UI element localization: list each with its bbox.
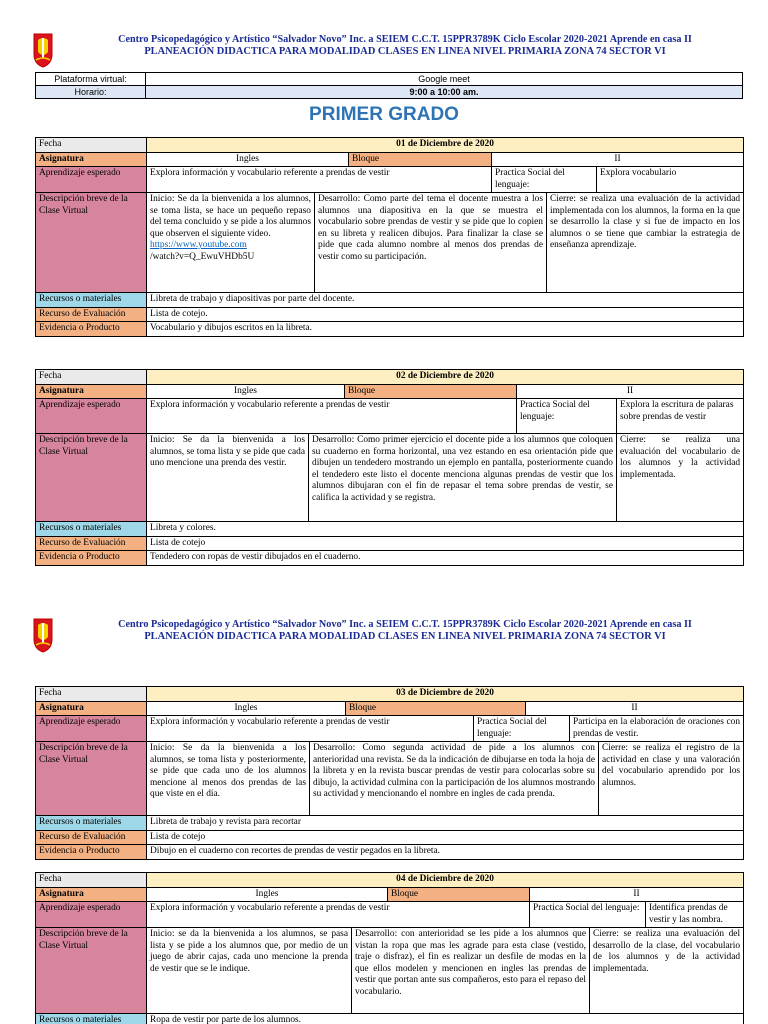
subject-row (36, 701, 744, 716)
aprendizaje-label: Aprendizaje esperado (36, 167, 147, 193)
evidence-row (36, 322, 744, 337)
resources-value: Libreta y colores. (147, 522, 744, 537)
eval-value: Lista de cotejo. (147, 307, 744, 322)
description-row (36, 434, 744, 522)
fecha-label: Fecha (36, 138, 147, 153)
plan-date: 01 de Diciembre de 2020 (147, 138, 744, 153)
inicio-text: Inicio: se da la bienvenida a los alumnos, se pasa lista y se pide a los alumnos que, por medio de un juego de abrir cajas, cada uno mencione la prenda de vestir que se le indique. (147, 928, 352, 1014)
plan-table-4 (35, 872, 744, 1024)
plan-date: 04 de Diciembre de 2020 (147, 873, 744, 888)
subject-value: Ingles (147, 152, 349, 167)
school-header-2 (30, 615, 750, 655)
recurso-eval-label: Recurso de Evaluación (36, 307, 147, 322)
resources-row (36, 816, 744, 831)
schedule-row (36, 86, 743, 99)
date-row (36, 687, 744, 702)
practice-value: Explora vocabulario (597, 167, 744, 193)
aprendizaje-label: Aprendizaje esperado (36, 716, 147, 742)
practice-label: Practica Social del lenguaje: (517, 399, 617, 434)
inicio-text: Inicio: Se da la bienvenida a los alumnos, se toma lista y se pide que cada uno mencione una prenda des vestir. (147, 434, 309, 522)
school-header-line2: PLANEACIÓN DIDACTICA PARA MODALIDAD CLASES EN LINEA NIVEL PRIMARIA ZONA 74 SECTOR VI (144, 46, 666, 57)
recurso-eval-label: Recurso de Evaluación (36, 536, 147, 551)
eval-row (36, 307, 744, 322)
learning-value: Explora información y vocabulario referente a prendas de vestir (147, 716, 474, 742)
description-row (36, 928, 744, 1014)
plan-date: 02 de Diciembre de 2020 (147, 370, 744, 385)
platform-label: Plataforma virtual: (36, 73, 146, 86)
recursos-label: Recursos o materiales (36, 816, 147, 831)
fecha-label: Fecha (36, 370, 147, 385)
subject-row (36, 152, 744, 167)
inicio-text (147, 193, 315, 293)
eval-value: Lista de cotejo (147, 830, 744, 845)
block-value: II (526, 701, 744, 716)
descripcion-label: Descripción breve de la Clase Virtual (36, 742, 147, 816)
video-link[interactable]: https://www.youtube.com (150, 240, 247, 250)
school-header-line1: Centro Psicopedagógico y Artístico “Salvador Novo” Inc. a SEIEM C.C.T. 15PPR3789K Ciclo Escolar 2020-2021 Aprende en casa II (118, 34, 692, 45)
school-header-line2: PLANEACIÓN DIDACTICA PARA MODALIDAD CLASES EN LINEA NIVEL PRIMARIA ZONA 74 SECTOR VI (144, 631, 666, 642)
grade-title: PRIMER GRADO (309, 104, 459, 125)
learning-row (36, 167, 744, 193)
practice-label: Practica Social del lenguaje: (492, 167, 597, 193)
asignatura-label: Asignatura (36, 384, 147, 399)
block-value: II (530, 887, 744, 902)
cierre-text: Cierre: se realiza el registro de la actividad en clase y una valoración del vocabulario aprendido por los alumnos. (599, 742, 744, 816)
resources-value: Libreta de trabajo y diapositivas por parte del docente. (147, 293, 744, 308)
learning-row (36, 716, 744, 742)
description-row (36, 193, 744, 293)
subject-value: Ingles (147, 384, 345, 399)
evidencia-label: Evidencia o Producto (36, 322, 147, 337)
recursos-label: Recursos o materiales (36, 522, 147, 537)
evidence-value: Vocabulario y dibujos escritos en la libreta. (147, 322, 744, 337)
school-header-line1: Centro Psicopedagógico y Artístico “Salvador Novo” Inc. a SEIEM C.C.T. 15PPR3789K Ciclo Escolar 2020-2021 Aprende en casa II (118, 619, 692, 630)
plan-date: 03 de Diciembre de 2020 (147, 687, 744, 702)
plan-table-1 (35, 137, 744, 337)
desarrollo-text: Desarrollo: Como parte del tema el docente muestra a los alumnos una diapositiva en la que se muestra el vocabulario sobre prendas de vestir y se pide que lo copien en su libreta y realicen dibujos. Para finalizar la clase se pide que cada alumno nombre al menos dos prendas de vestir como su participación. (315, 193, 547, 293)
practice-value: Identifica prendas de vestir y las nombra. (646, 902, 744, 928)
schedule-label: Horario: (36, 86, 146, 99)
video-link-path: /watch?v=Q_EwuVHDb5U (150, 251, 255, 262)
inicio-text: Inicio: Se da la bienvenida a los alumnos, se toma lista y posteriormente, se pide que cada uno de los alumnos mencione al menos dos prendas de las que viste en el día. (147, 742, 310, 816)
school-crest-icon (32, 32, 54, 68)
aprendizaje-label: Aprendizaje esperado (36, 902, 147, 928)
date-row (36, 138, 744, 153)
resources-value: Ropa de vestir por parte de los alumnos. (147, 1014, 744, 1024)
descripcion-label: Descripción breve de la Clase Virtual (36, 928, 147, 1014)
descripcion-label: Descripción breve de la Clase Virtual (36, 434, 147, 522)
evidence-value: Dibujo en el cuaderno con recortes de prendas de vestir pegados en la libreta. (147, 845, 744, 860)
date-row (36, 370, 744, 385)
evidencia-label: Evidencia o Producto (36, 551, 147, 566)
evidence-row (36, 551, 744, 566)
resources-value: Libreta de trabajo y revista para recortar (147, 816, 744, 831)
block-value: II (492, 152, 744, 167)
school-crest-icon (32, 617, 54, 653)
practice-value: Explora la escritura de palaras sobre prendas de vestir (617, 399, 744, 434)
asignatura-label: Asignatura (36, 887, 147, 902)
cierre-text: Cierre: se realiza una evaluación del desarrollo de la clase, del vocabulario de los alumnos y de la actividad implementada. (590, 928, 744, 1014)
eval-value: Lista de cotejo (147, 536, 744, 551)
inicio-body: Inicio: Se da la bienvenida a los alumnos, se toma lista, se hace un pequeño repaso del tema concluido y se pide a los alumnos que observen el siguiente video. (150, 194, 311, 239)
date-row (36, 873, 744, 888)
recursos-label: Recursos o materiales (36, 1014, 147, 1024)
resources-row (36, 522, 744, 537)
subject-row (36, 384, 744, 399)
platform-value: Google meet (146, 73, 743, 86)
subject-row (36, 887, 744, 902)
practice-label: Practica Social del lenguaje: (474, 716, 570, 742)
schedule-value: 9:00 a 10:00 am. (146, 86, 743, 99)
fecha-label: Fecha (36, 687, 147, 702)
eval-row (36, 830, 744, 845)
cierre-text: Cierre: se realiza una evaluación de la actividad implementada con los alumnos, la forma en la que se desarrollo la clase y si fue de impacto en los alumnos o se tiene que cambiar la estrategia de enseñanza aprendizaje. (547, 193, 744, 293)
block-value: II (517, 384, 744, 399)
descripcion-label: Descripción breve de la Clase Virtual (36, 193, 147, 293)
learning-row (36, 399, 744, 434)
bloque-label: Bloque (345, 384, 517, 399)
platform-info-table (35, 72, 743, 99)
eval-row (36, 536, 744, 551)
resources-row (36, 1014, 744, 1024)
recurso-eval-label: Recurso de Evaluación (36, 830, 147, 845)
learning-value: Explora información y vocabulario referente a prendas de vestir (147, 399, 517, 434)
desarrollo-text: Desarrollo: Como primer ejercicio el docente pide a los alumnos que coloquen su cuaderno en forma horizontal, una vez estando en esa orientación pide que dibujen un tendedero mostrando un ejemplo en pantalla, posteriormente cuando el tendedero este listo el docente menciona algunas prendas de vestir que los alumnos dibujaran con el fin de repasar el tema sobre prendas de vestir, se califica la actividad y se registra. (309, 434, 617, 522)
asignatura-label: Asignatura (36, 701, 147, 716)
resources-row (36, 293, 744, 308)
practice-value: Participa en la elaboración de oraciones con prendas de vestir. (570, 716, 744, 742)
subject-value: Ingles (147, 701, 346, 716)
recursos-label: Recursos o materiales (36, 293, 147, 308)
school-header (30, 30, 750, 70)
plan-table-3 (35, 686, 744, 860)
bloque-label: Bloque (346, 701, 526, 716)
description-row (36, 742, 744, 816)
desarrollo-text: Desarrollo: Como segunda actividad de pide a los alumnos con anterioridad una revista. Se da la indicación de dibujarse en toda la hoja de la libreta y en la revista buscar prendas de vestir para colocarlas sobre su dibujo, la actividad culmina con la participación de los alumnos mostrando su actividad y mencionando el nombre en ingles de cada prenda. (310, 742, 599, 816)
evidencia-label: Evidencia o Producto (36, 845, 147, 860)
learning-value: Explora información y vocabulario referente a prendas de vestir (147, 902, 530, 928)
platform-row (36, 73, 743, 86)
cierre-text: Cierre: se realiza una evaluación del vocabulario de los alumnos y la actividad implementada. (617, 434, 744, 522)
fecha-label: Fecha (36, 873, 147, 888)
desarrollo-text: Desarrollo: con anterioridad se les pide a los alumnos que vistan la ropa que mas les agrade para esta clase (vestido, traje o disfraz), el fin es realizar un desfile de modas en la que ellos modelen y mencionen en ingles las prendas de vestir que portan ante sus compañeros, esto para el repaso del vocabulario. (352, 928, 590, 1014)
asignatura-label: Asignatura (36, 152, 147, 167)
evidence-value: Tendedero con ropas de vestir dibujados en el cuaderno. (147, 551, 744, 566)
learning-row (36, 902, 744, 928)
bloque-label: Bloque (349, 152, 492, 167)
practice-label: Practica Social del lenguaje: (530, 902, 646, 928)
learning-value: Explora información y vocabulario referente a prendas de vestir (147, 167, 492, 193)
aprendizaje-label: Aprendizaje esperado (36, 399, 147, 434)
bloque-label: Bloque (388, 887, 530, 902)
subject-value: Ingles (147, 887, 388, 902)
evidence-row (36, 845, 744, 860)
plan-table-2 (35, 369, 744, 566)
